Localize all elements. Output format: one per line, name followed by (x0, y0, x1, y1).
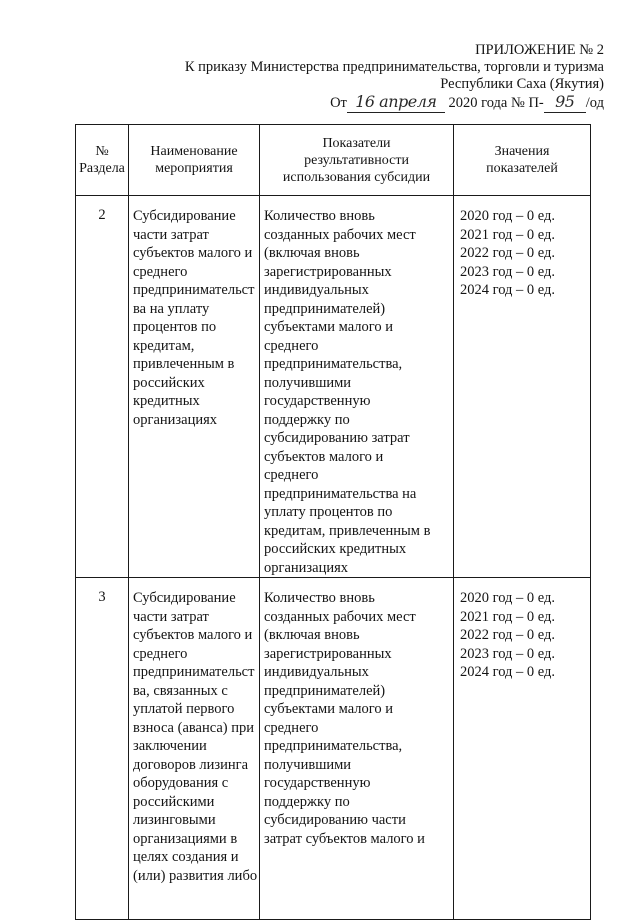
text-line: поддержку по (264, 411, 350, 428)
order-date-line (185, 93, 604, 113)
text-line: Субсидирование (133, 590, 236, 606)
order-reference: К приказу Министерства предпринимательства, торговли и туризма (184, 59, 604, 75)
text-line: предпринимательства, (264, 738, 403, 754)
text-line: (включая вновь (264, 627, 360, 643)
text-line: организациях (133, 411, 218, 428)
text-line: индивидуальных (264, 664, 369, 680)
document-header (185, 42, 604, 113)
order-suffix: /од (585, 95, 604, 111)
text-line: субъектов малого и (133, 627, 253, 643)
text-line: кредитам, (133, 337, 195, 354)
measure-name-cell (129, 578, 260, 920)
section-number-cell: 2 (76, 196, 129, 578)
text-line: части затрат (133, 226, 209, 243)
text-line: индивидуальных (264, 282, 369, 298)
values-cell (454, 578, 591, 920)
text-line: государственную (264, 393, 371, 409)
text-line: оборудования с (133, 775, 229, 791)
text-line: кредитам, привлеченным в (264, 522, 431, 539)
text-line: 2020 год – 0 ед. (460, 590, 556, 606)
text-line: 2020 год – 0 ед. (460, 208, 556, 224)
text-line: договоров лизинга (133, 756, 249, 773)
text-line: процентов по (133, 319, 217, 335)
text-line: 2023 год – 0 ед. (460, 263, 556, 280)
text-line: субъектов малого и (264, 448, 384, 465)
appendix-title: ПРИЛОЖЕНИЕ № 2 (475, 42, 604, 58)
text-line: привлеченным в (133, 356, 235, 372)
text-line: российских (133, 374, 205, 391)
indicator-cell (260, 578, 454, 920)
text-line: субсидированию затрат (264, 430, 410, 446)
text-line: 2022 год – 0 ед. (460, 627, 556, 643)
text-line: субъектами малого и (264, 701, 393, 717)
text-line: заключении (133, 738, 207, 754)
text-line: среднего (133, 263, 188, 280)
text-line: предпринимателей) (264, 682, 386, 699)
text-line: 2024 год – 0 ед. (460, 282, 556, 298)
text-line: (или) развития либо (133, 867, 258, 884)
text-line: российскими (133, 793, 215, 810)
text-line: поддержку по (264, 793, 350, 810)
text-line: созданных рабочих мест (264, 226, 416, 243)
text-line: 2024 год – 0 ед. (460, 664, 556, 680)
table-row (76, 196, 591, 578)
table-header-row (76, 125, 591, 196)
text-line: (включая вновь (264, 245, 360, 261)
text-line: организациях (264, 559, 349, 576)
text-line: Количество вновь (264, 208, 375, 224)
text-line: зарегистрированных (264, 645, 392, 662)
text-line: получившими (264, 756, 352, 773)
text-line: организациями в (133, 830, 238, 847)
text-line: субъектами малого и (264, 319, 393, 335)
text-line: предпринимательст (133, 282, 255, 298)
text-line: 2021 год – 0 ед. (460, 608, 556, 625)
text-line: получившими (264, 374, 352, 391)
text-line: лизинговыми (133, 812, 216, 828)
indicator-cell (260, 196, 454, 578)
text-line: субъектов малого и (133, 245, 253, 261)
text-line: предпринимательства на (264, 485, 417, 502)
values-cell (454, 196, 591, 578)
text-line: части затрат (133, 608, 209, 625)
text-line: российских кредитных (264, 541, 407, 557)
text-line: целях создания и (133, 849, 239, 865)
table-row (76, 578, 591, 920)
text-line: предпринимательства, (264, 356, 403, 372)
text-line: уплатой первого (133, 701, 235, 717)
order-prefix: От (330, 95, 347, 111)
header-section-no: № Раздела (76, 125, 129, 196)
handwritten-date: 16 апреля (355, 92, 437, 111)
section-number-cell: 3 (76, 578, 129, 920)
text-line: ва на уплату (133, 300, 210, 317)
order-year-number: 2020 года № П- (448, 95, 544, 111)
indicators-table (75, 124, 591, 920)
order-date-blank (347, 93, 445, 113)
text-line: государственную (264, 775, 371, 791)
republic-name: Республики Саха (Якутия) (440, 76, 604, 92)
text-line: созданных рабочих мест (264, 608, 416, 625)
header-name: Наименование мероприятия (129, 125, 260, 196)
order-number-blank (544, 93, 586, 113)
text-line: предпринимательст (133, 664, 255, 680)
header-values: Значения показателей (454, 125, 591, 196)
header-indicators: Показатели результативности использования субсидии (260, 125, 454, 196)
text-line: 2021 год – 0 ед. (460, 226, 556, 243)
text-line: затрат субъектов малого и (264, 830, 425, 847)
text-line: предпринимателей) (264, 300, 386, 317)
text-line: среднего (264, 719, 319, 736)
text-line: среднего (133, 645, 188, 662)
text-line: субсидированию части (264, 812, 406, 828)
text-line: Количество вновь (264, 590, 375, 606)
text-line: 2023 год – 0 ед. (460, 645, 556, 662)
text-line: ва, связанных с (133, 682, 228, 699)
text-line: среднего (264, 337, 319, 354)
text-line: уплату процентов по (264, 504, 393, 520)
handwritten-number: 95 (555, 92, 575, 111)
measure-name-cell (129, 196, 260, 578)
text-line: среднего (264, 467, 319, 483)
text-line: кредитных (133, 393, 200, 409)
text-line: 2022 год – 0 ед. (460, 245, 556, 261)
text-line: Субсидирование (133, 208, 236, 224)
text-line: зарегистрированных (264, 263, 392, 280)
text-line: взноса (аванса) при (133, 719, 255, 736)
